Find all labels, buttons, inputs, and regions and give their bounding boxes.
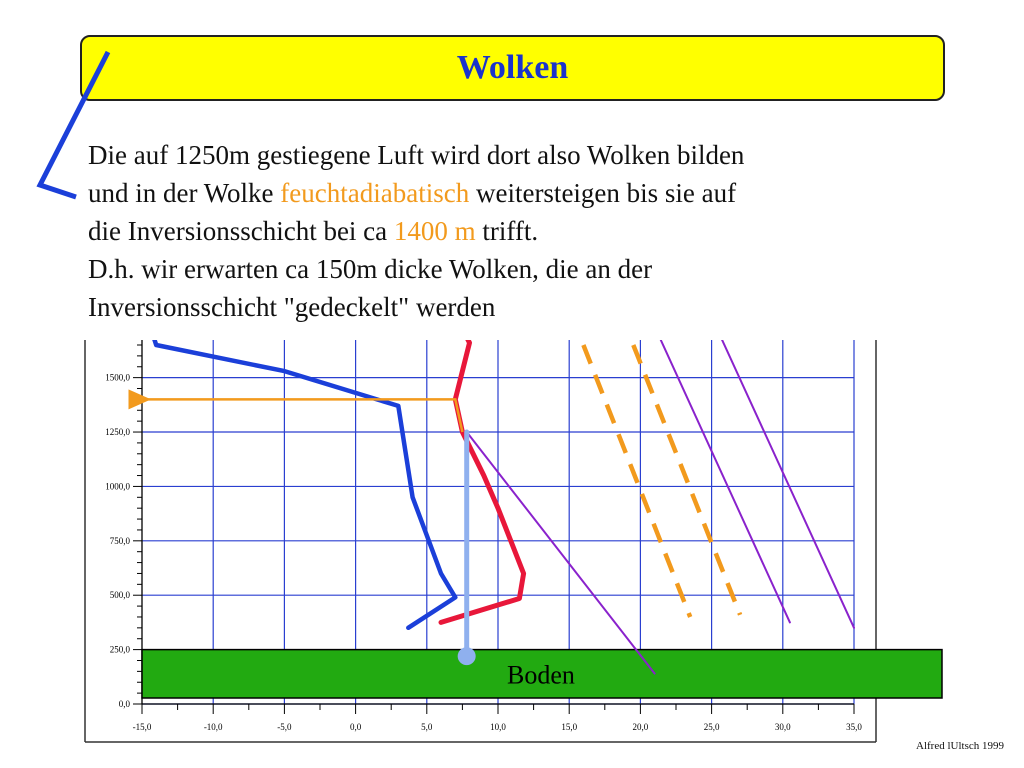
text-line-4: D.h. wir erwarten ca 150m dicke Wolken, die an der (88, 254, 653, 284)
text-l2a: und in der Wolke (88, 178, 281, 208)
x-tick-label: -15,0 (132, 722, 152, 732)
parcel-start-dot (458, 647, 476, 665)
x-tick-label: 35,0 (846, 722, 862, 732)
x-tick-label: -5,0 (277, 722, 292, 732)
x-tick-label: 25,0 (703, 722, 720, 732)
dry-adiabat-line (467, 432, 655, 674)
moist-adiabat-dashed-line (583, 345, 690, 617)
dry-adiabat-line (705, 302, 855, 628)
dry-adiabat-line (643, 302, 790, 623)
y-tick-label: 1250,0 (105, 427, 130, 438)
x-tick-label: 10,0 (490, 722, 506, 732)
dewpoint-curve (149, 323, 455, 628)
ground-label: Boden (507, 660, 575, 690)
text-l3c: trifft. (475, 216, 539, 246)
highlight-feuchtadiabatisch: feuchtadiabatisch (280, 178, 470, 208)
text-line-1: Die auf 1250m gestiegene Luft wird dort also Wolken bilden (88, 140, 745, 170)
text-line-5: Inversionsschicht "gedeckelt" werden (88, 292, 496, 322)
page-title: Wolken (456, 49, 569, 86)
y-tick-label: 1000,0 (105, 481, 130, 492)
x-tick-label: 15,0 (561, 722, 578, 732)
inversion-arrow (146, 399, 462, 432)
temperature-curve (441, 323, 524, 622)
x-tick-label: 30,0 (774, 722, 791, 732)
x-tick-label: 20,0 (632, 722, 649, 732)
y-tick-label: 250,0 (109, 644, 130, 655)
y-tick-label: 750,0 (109, 535, 130, 546)
x-tick-label: -10,0 (203, 722, 223, 732)
text-l2c: weitersteigen bis sie auf (469, 178, 737, 208)
credit-text: Alfred lUltsch 1999 (916, 740, 1004, 752)
blue-bracket-decoration (40, 52, 108, 197)
y-tick-label: 0,0 (118, 699, 130, 709)
text-l3a: die Inversionsschicht bei ca (88, 216, 394, 246)
y-tick-label: 500,0 (109, 590, 130, 601)
highlight-1400m: 1400 m (393, 216, 476, 246)
x-tick-label: 0,0 (349, 722, 362, 732)
y-tick-label: 1500,0 (105, 372, 130, 383)
x-tick-label: 5,0 (421, 722, 433, 732)
